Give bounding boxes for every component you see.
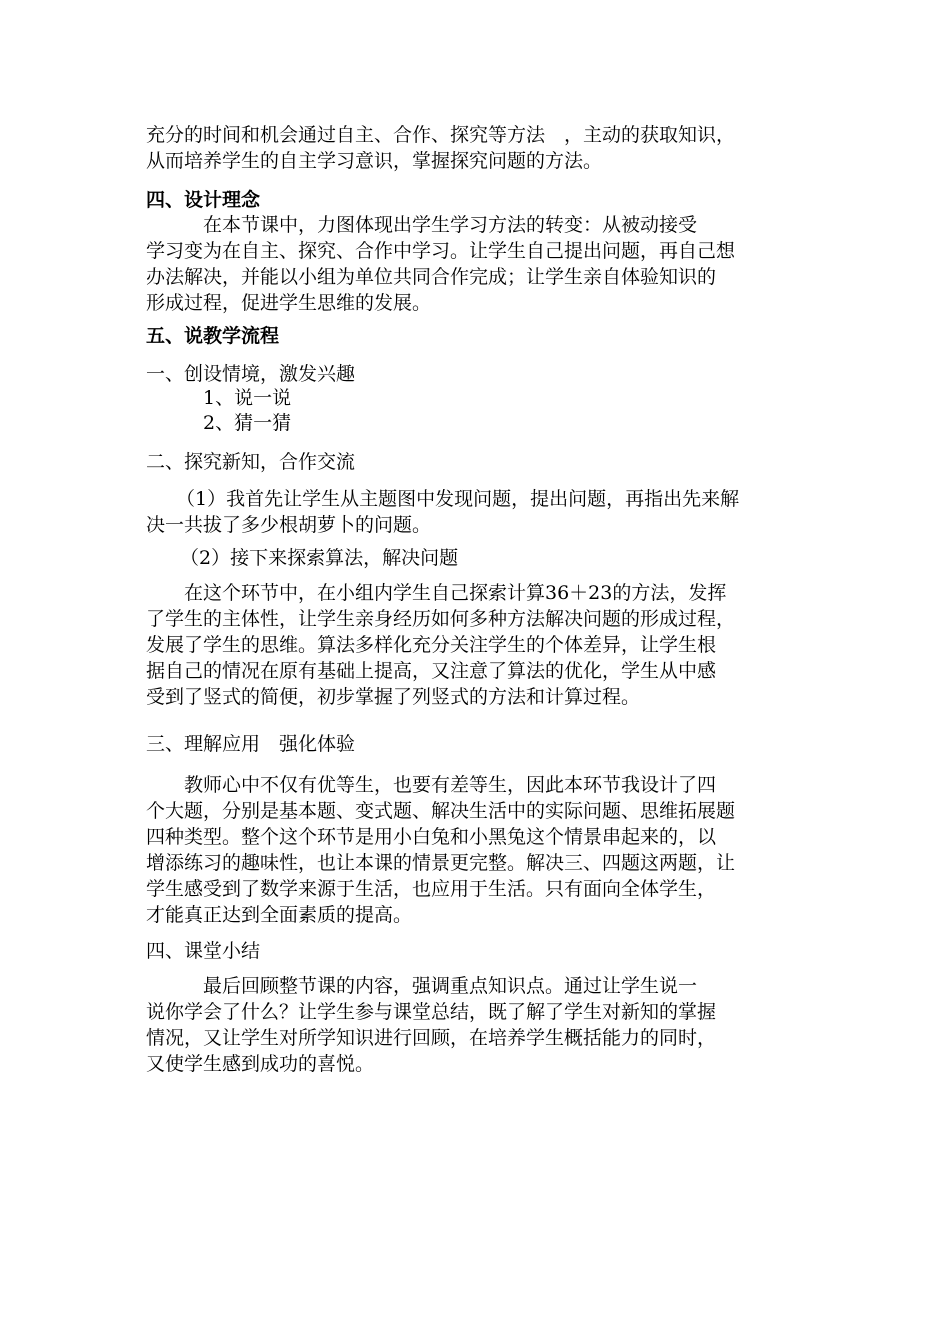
text-line: 学习变为在自主、探究、合作中学习。让学生自己提出问题，再自己想 [146,240,736,262]
step1-item-b: 2、猜一猜 [203,412,292,434]
heading-design-concept: 四、设计理念 [146,189,261,211]
step2-paragraph-1 [146,486,810,538]
text-line: 学生感受到了数学来源于生活，也应用于生活。只有面向全体学生， [146,878,717,900]
text-line: 办法解决，并能以小组为单位共同合作完成；让学生亲自体验知识的 [146,266,717,288]
step2-paragraph-2: （2）接下来探索算法，解决问题 [180,547,459,569]
text-line: 在本节课中，力图体现出学生学习方法的转变：从被动接受 [146,214,698,236]
concept-paragraph [146,212,810,316]
text-line: 据自己的情况在原有基础上提高，又注意了算法的优化，学生从中感 [146,660,717,682]
text-line: 教师心中不仅有优等生，也要有差等生，因此本环节我设计了四 [146,774,717,796]
text-line: 情况，又让学生对所学知识进行回顾，在培养学生概括能力的同时， [146,1027,717,1049]
text-line: 决一共拔了多少根胡萝卜的问题。 [146,514,432,536]
text-line: 在这个环节中，在小组内学生自己探索计算36＋23的方法，发挥 [146,582,727,604]
step1-heading: 一、创设情境，激发兴趣 [146,363,356,385]
step3-heading: 三、理解应用 强化体验 [146,733,356,755]
text-line: 发展了学生的思维。算法多样化充分关注学生的个体差异，让学生根 [146,634,717,656]
intro-paragraph [146,122,810,174]
text-line: 个大题，分别是基本题、变式题、解决生活中的实际问题、思维拓展题 [146,800,736,822]
step2-paragraph-3 [146,580,810,710]
text-line: （1）我首先让学生从主题图中发现问题，提出问题，再指出先来解 [176,488,740,510]
text-line: 增添练习的趣味性，也让本课的情景更完整。解决三、四题这两题，让 [146,852,736,874]
text-line: 充分的时间和机会通过自主、合作、探究等方法 ，主动的获取知识， [146,124,736,146]
text-line: 说你学会了什么？让学生参与课堂总结，既了解了学生对新知的掌握 [146,1001,717,1023]
text-line: 四种类型。整个这个环节是用小白兔和小黑兔这个情景串起来的，以 [146,826,717,848]
text-line: 形成过程，促进学生思维的发展。 [146,292,432,314]
text-line: 最后回顾整节课的内容，强调重点知识点。通过让学生说一 [146,975,698,997]
step4-heading: 四、课堂小结 [146,940,261,962]
step2-heading: 二、探究新知，合作交流 [146,451,356,473]
text-line: 才能真正达到全面素质的提高。 [146,904,413,926]
text-line: 从而培养学生的自主学习意识，掌握探究问题的方法。 [146,150,603,172]
step1-item-a: 1、说一说 [203,387,292,409]
text-line: 了学生的主体性，让学生亲身经历如何多种方法解决问题的形成过程， [146,608,736,630]
text-line: 受到了竖式的简便，初步掌握了列竖式的方法和计算过程。 [146,686,641,708]
heading-teaching-process: 五、说教学流程 [146,325,280,347]
step3-paragraph [146,772,810,928]
step4-paragraph [146,973,810,1077]
text-line: 又使学生感到成功的喜悦。 [146,1053,375,1075]
